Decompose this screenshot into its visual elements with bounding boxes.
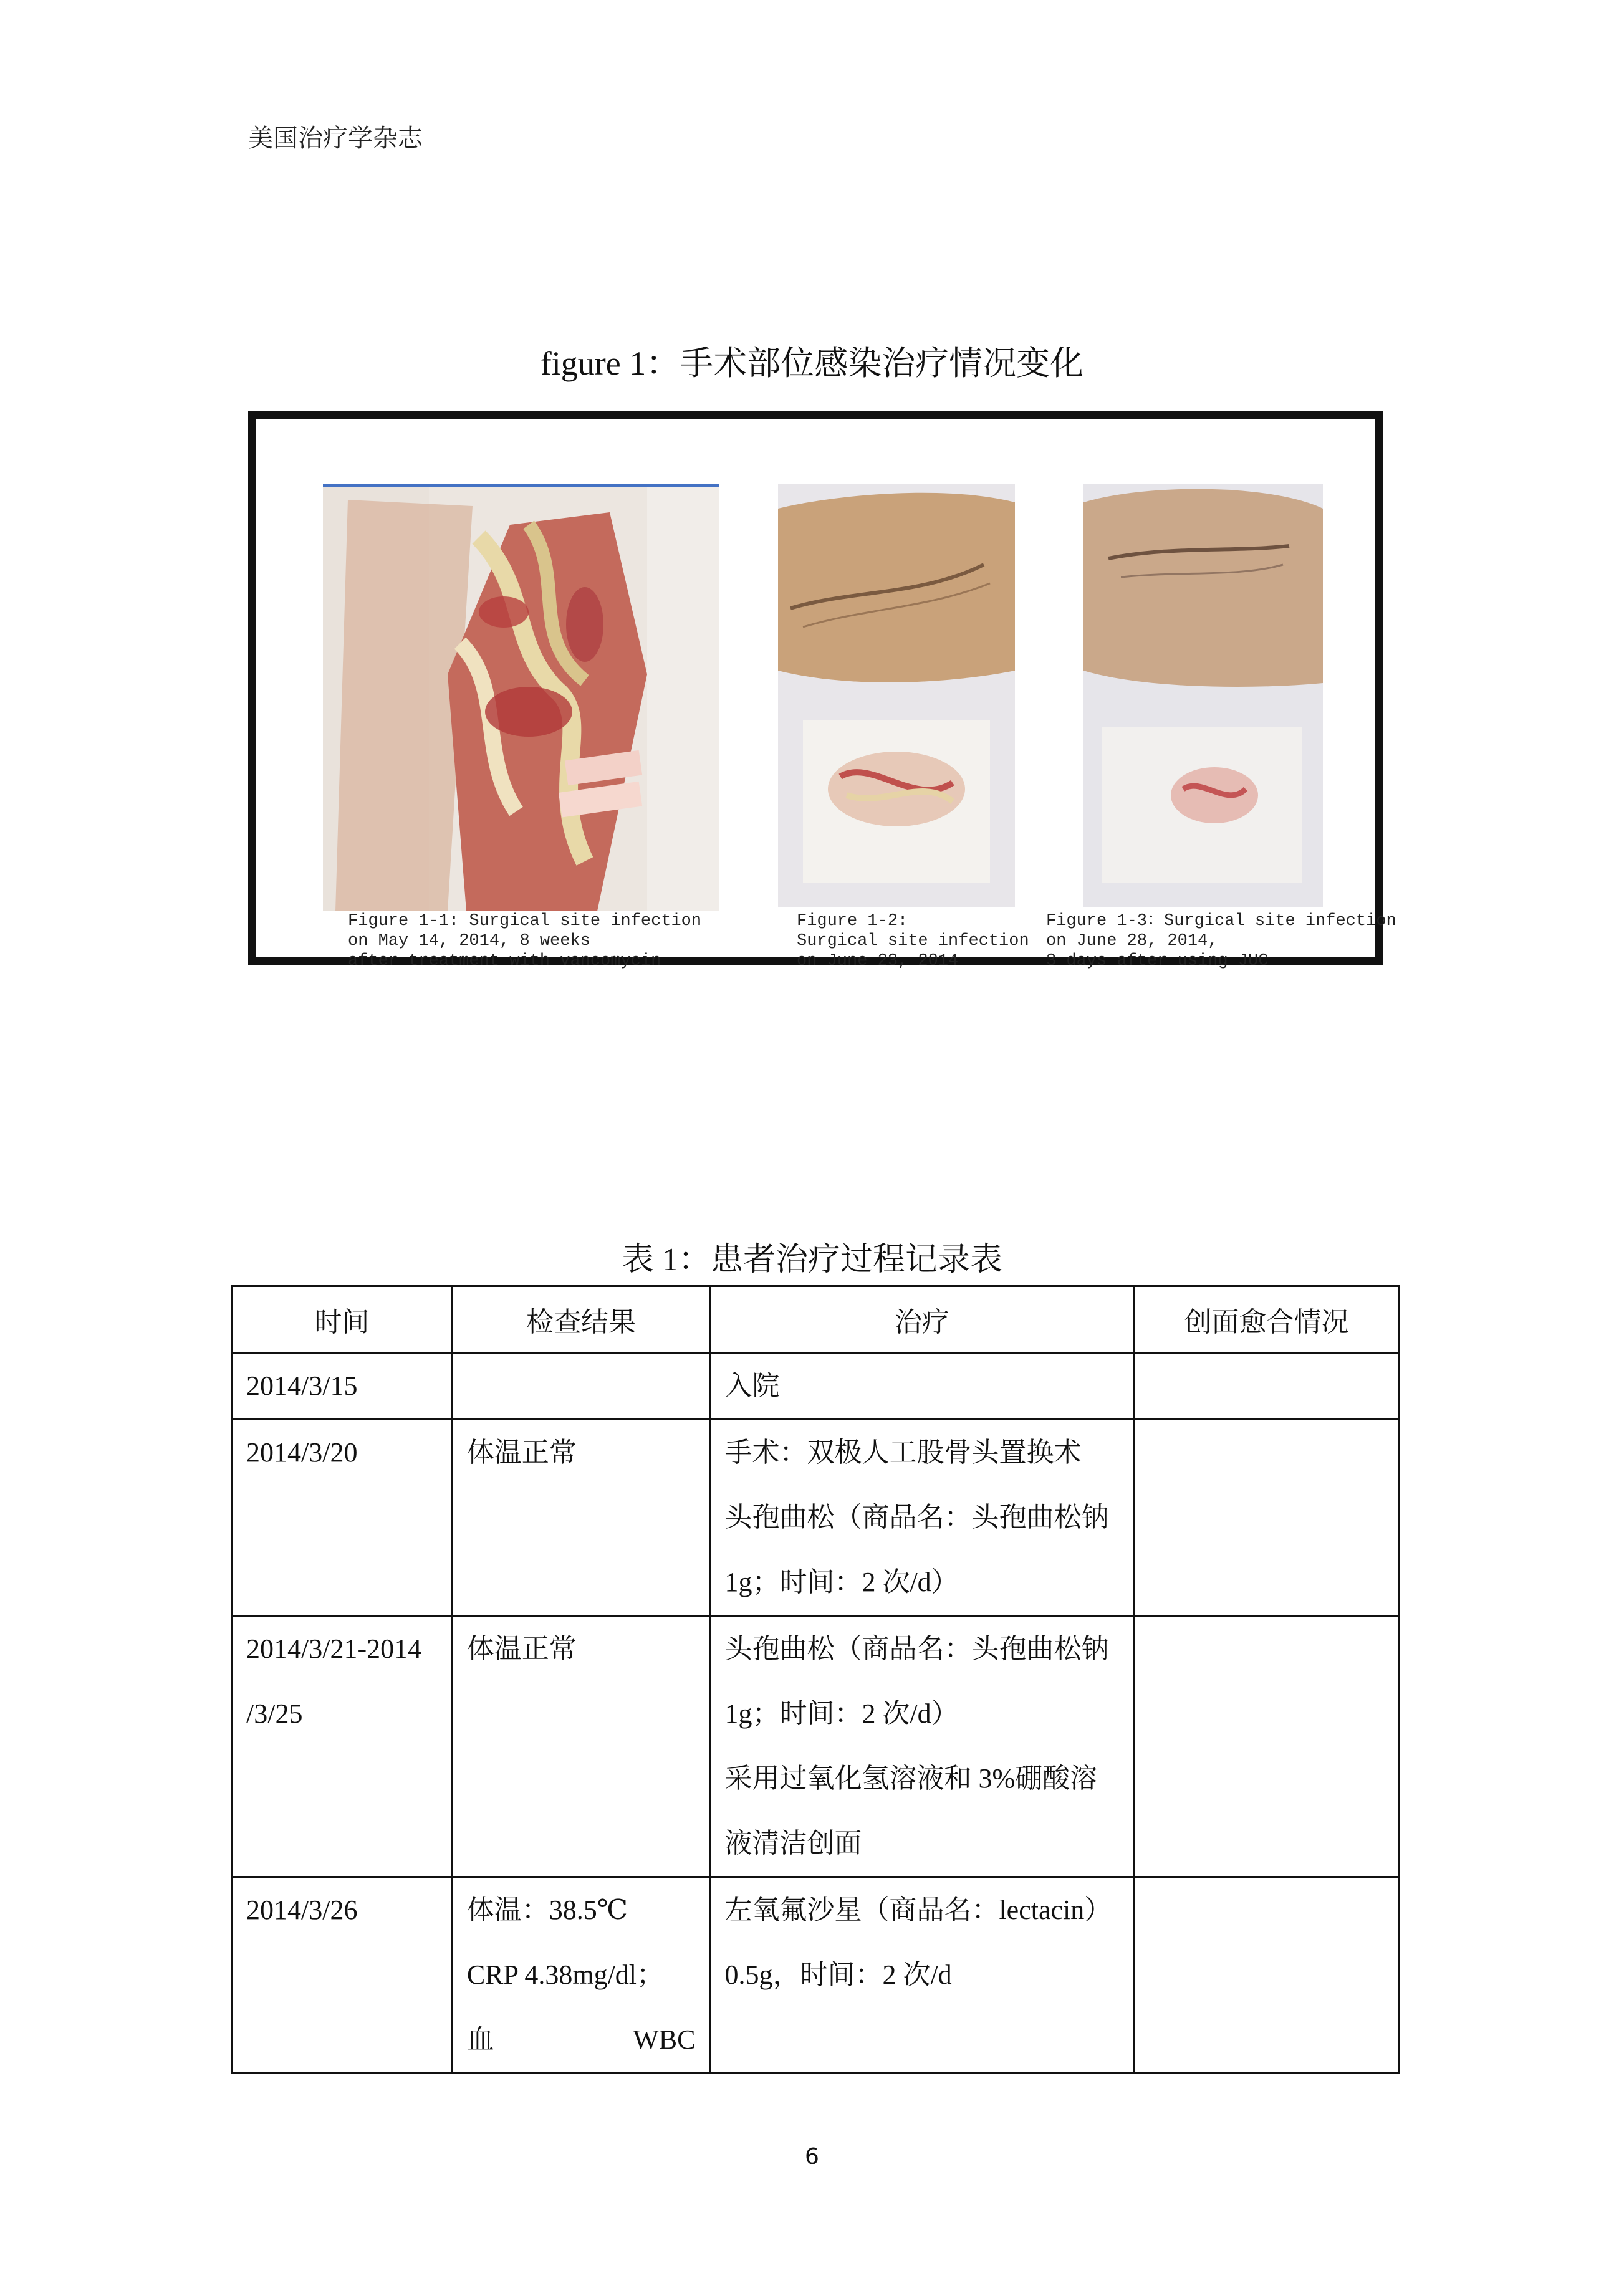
table-row	[232, 1616, 1400, 1877]
cell-exam	[452, 1420, 710, 1616]
photo-wound-june-28	[1083, 484, 1323, 907]
header-time: 时间	[232, 1286, 453, 1353]
treatment-record-table	[231, 1285, 1400, 2074]
figure-frame	[248, 411, 1396, 970]
page-number: 6	[805, 2144, 819, 2169]
caption-figure-1-2	[797, 911, 1029, 971]
cell-line: 1g；时间：2 次/d）	[724, 1567, 959, 1597]
cell-time	[232, 1420, 453, 1616]
cell-treatment	[710, 1616, 1134, 1877]
cell-exam	[452, 1616, 710, 1877]
cell-time	[232, 1877, 453, 2074]
cell-exam	[452, 1877, 710, 2074]
cell-time	[232, 1353, 453, 1420]
caption-line: 3 days after using JUC	[1046, 952, 1269, 970]
figure-title: figure 1：手术部位感染治疗情况变化	[540, 345, 1084, 382]
header-treatment: 治疗	[710, 1286, 1134, 1353]
cell-line: 左氧氟沙星（商品名：lectacin）	[724, 1895, 1112, 1925]
header-exam-result: 检查结果	[452, 1286, 710, 1353]
cell-line: 头孢曲松（商品名：头孢曲松钠	[724, 1634, 1109, 1664]
cell-word: WBC	[633, 2024, 696, 2055]
caption-line: on June 23, 2014	[797, 952, 959, 970]
cell-treatment	[710, 1353, 1134, 1420]
cell-line: 2014/3/21-2014	[246, 1634, 422, 1664]
header-wound-healing: 创面愈合情况	[1134, 1286, 1400, 1353]
caption-line: after treatment with vancomycin	[348, 952, 661, 970]
cell-line: 2014/3/20	[246, 1437, 358, 1468]
cell-line: 0.5g，时间：2 次/d	[724, 1959, 952, 1990]
cell-line: CRP 4.38mg/dl；	[466, 1959, 665, 1990]
cell-line: 体温正常	[466, 1437, 577, 1468]
cell-line: 入院	[724, 1370, 780, 1401]
cell-line: 液清洁创面	[724, 1828, 862, 1858]
photo-wound-june-23	[778, 484, 1015, 907]
caption-figure-1-3	[1046, 911, 1396, 971]
caption-line: on May 14, 2014, 8 weeks	[348, 932, 590, 950]
cell-line: 体温：38.5℃	[466, 1895, 628, 1925]
cell-line: 2014/3/26	[246, 1895, 358, 1925]
caption-line: Figure 1-3：Surgical site infection	[1046, 912, 1396, 930]
journal-name: 美国治疗学杂志	[248, 124, 423, 153]
cell-line: 1g；时间：2 次/d）	[724, 1698, 959, 1729]
caption-line: Figure 1-2:	[797, 912, 908, 930]
table-title: 表 1：患者治疗过程记录表	[621, 1242, 1002, 1278]
cell-healing	[1134, 1877, 1400, 2074]
cell-healing	[1134, 1616, 1400, 1877]
caption-figure-1-1	[348, 911, 701, 971]
table-header-row	[232, 1286, 1400, 1353]
table-row	[232, 1420, 1400, 1616]
cell-healing	[1134, 1420, 1400, 1616]
cell-line: 体温正常	[466, 1634, 577, 1664]
caption-line: Surgical site infection	[797, 932, 1029, 950]
cell-treatment	[710, 1420, 1134, 1616]
cell-treatment	[710, 1877, 1134, 2074]
caption-line: on June 28, 2014,	[1046, 932, 1218, 950]
photo-wound-may-14	[323, 484, 719, 911]
cell-line: 2014/3/15	[246, 1370, 358, 1401]
cell-line: 头孢曲松（商品名：头孢曲松钠	[724, 1502, 1109, 1533]
table-row	[232, 1877, 1400, 2074]
cell-word: 血	[466, 2024, 494, 2055]
cell-time	[232, 1616, 453, 1877]
cell-line: 采用过氧化氢溶液和 3%硼酸溶	[724, 1763, 1098, 1794]
cell-line-justified	[467, 2007, 696, 2072]
cell-exam	[452, 1353, 710, 1420]
cell-line: /3/25	[246, 1698, 303, 1729]
table-row	[232, 1353, 1400, 1420]
cell-line: 手术：双极人工股骨头置换术	[724, 1437, 1082, 1468]
caption-line: Figure 1-1: Surgical site infection	[348, 912, 702, 930]
cell-healing	[1134, 1353, 1400, 1420]
